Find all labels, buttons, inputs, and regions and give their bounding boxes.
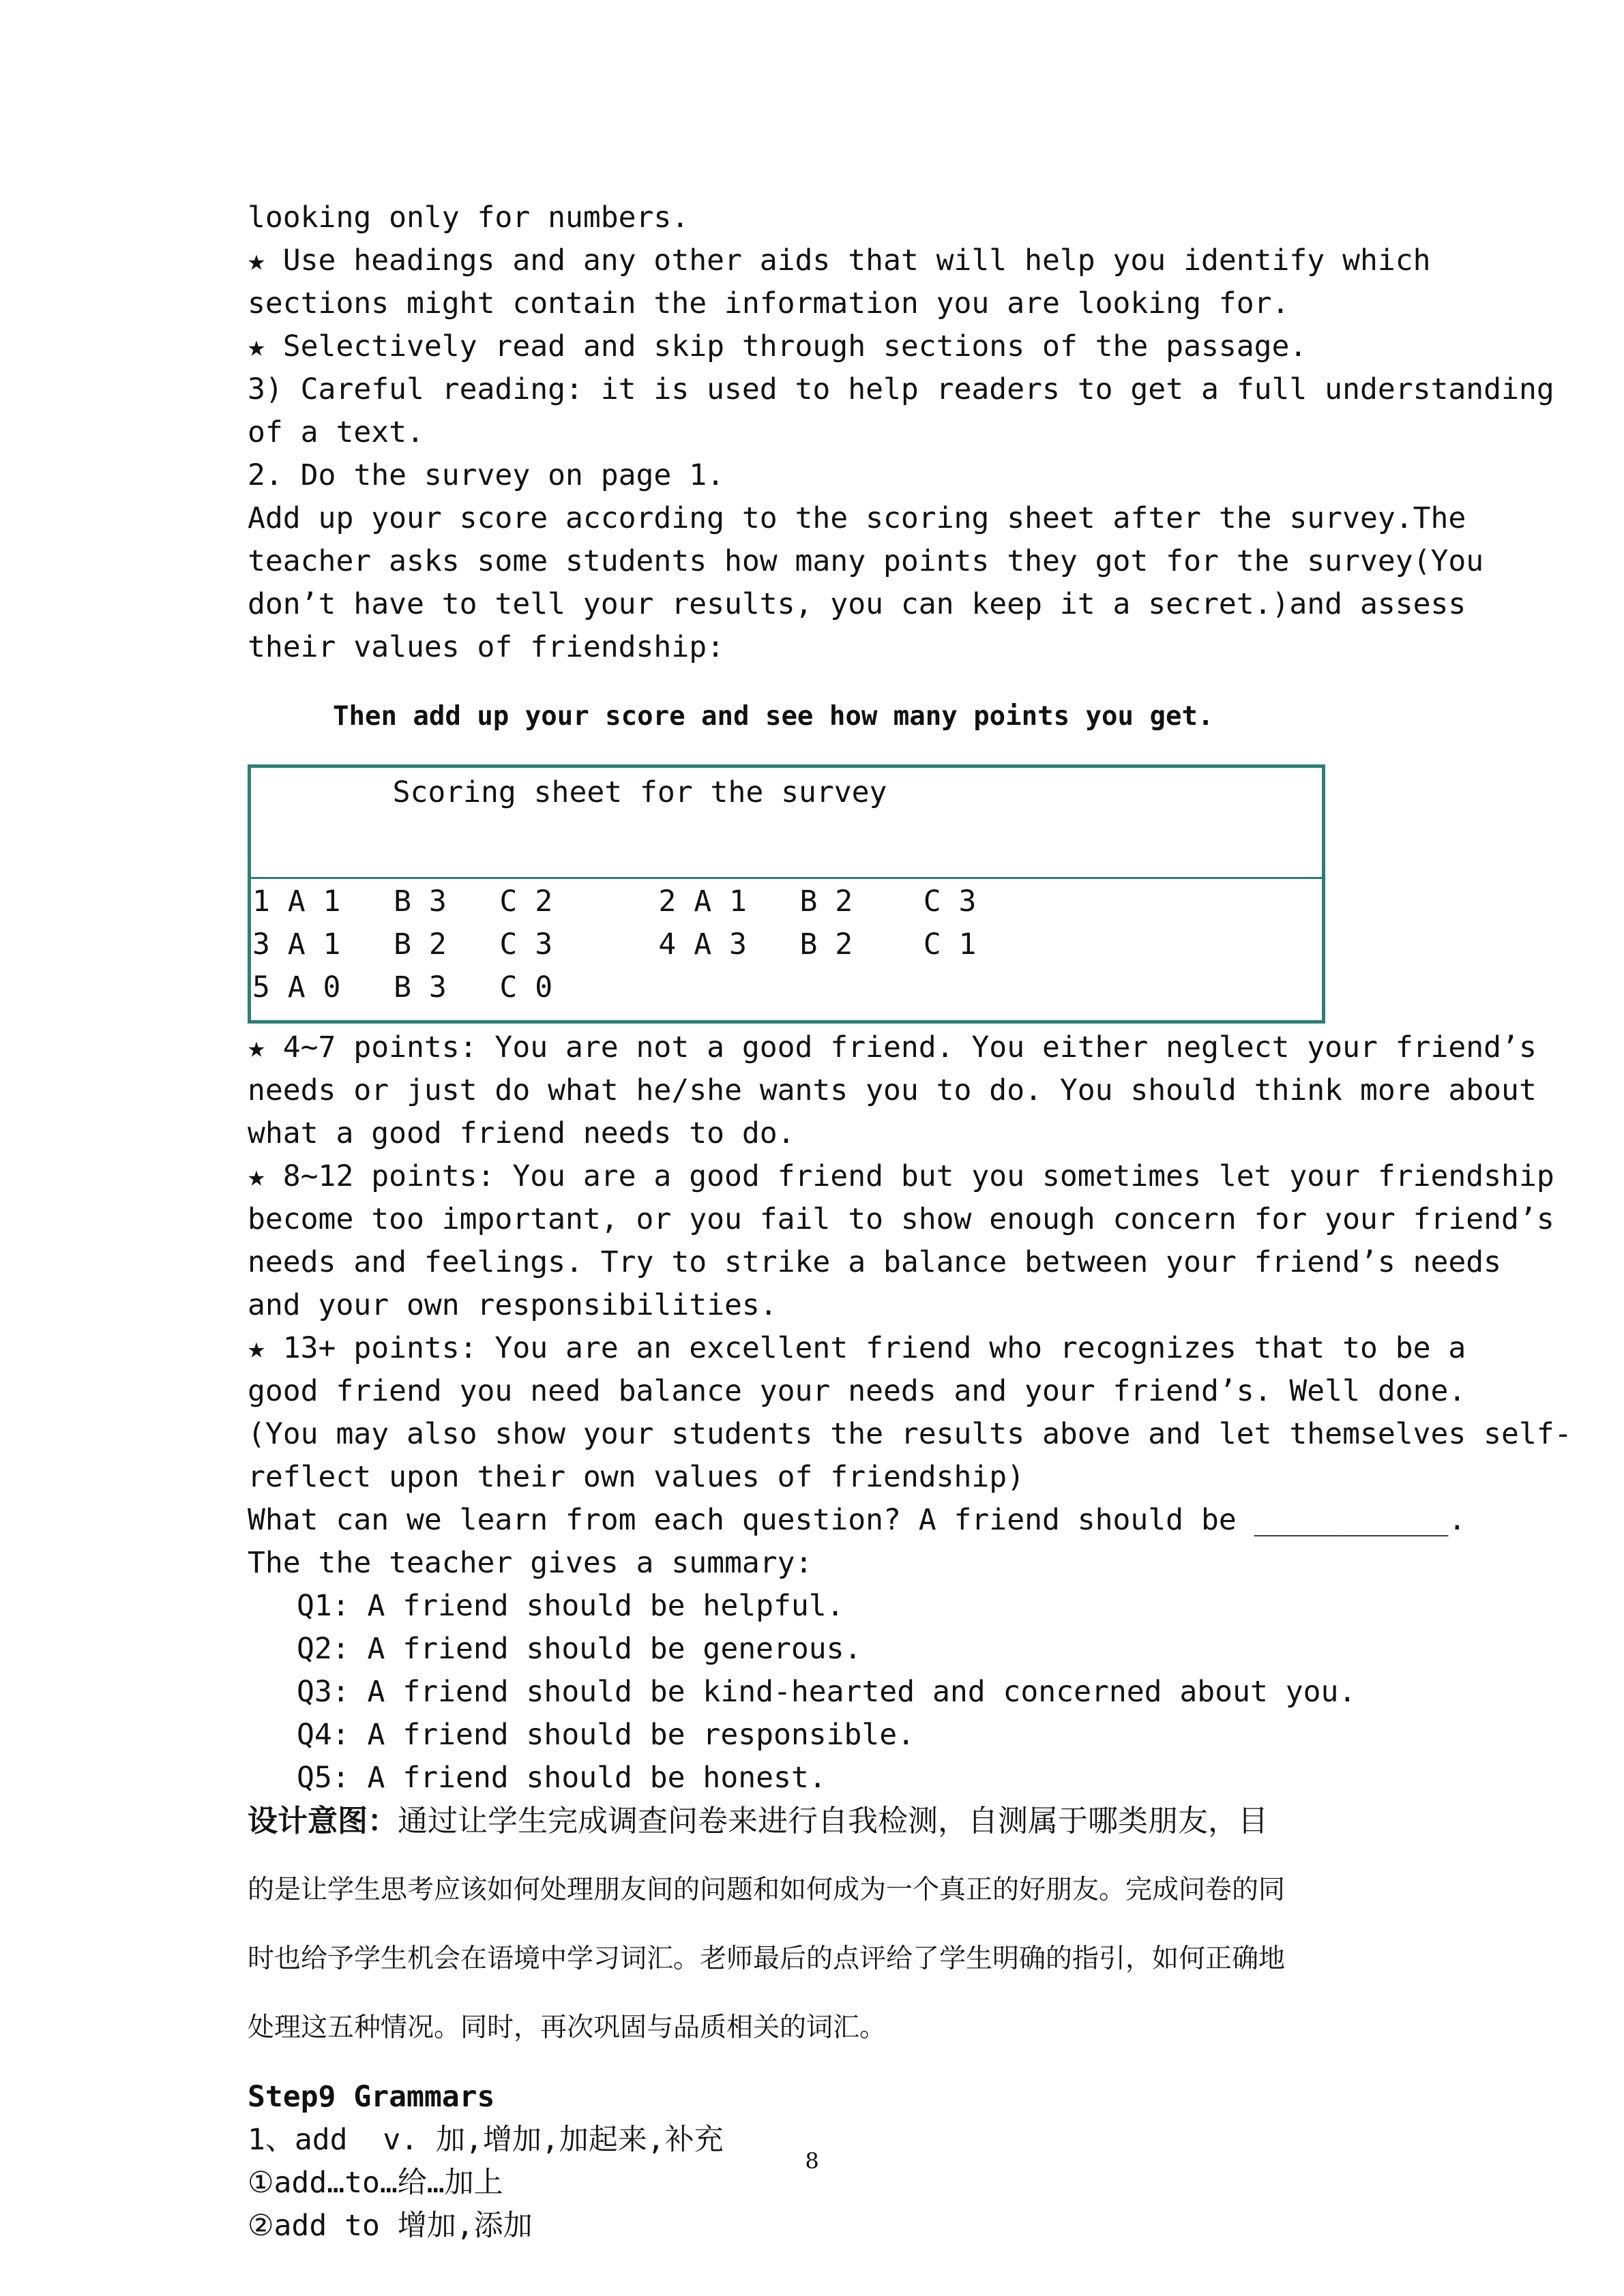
summary-item: Q4: A friend should be responsible. [297, 1718, 915, 1752]
result-line: needs and feelings. Try to strike a balance between your friend’s needs [248, 1245, 1502, 1279]
text-line: Add up your score according to the scoring sheet after the survey.The [248, 501, 1466, 535]
grammar-item: ①add…to…给…加上 [248, 2166, 503, 2200]
grammar-heading: Step9 Grammars [248, 2080, 495, 2114]
design-intent-line: 时也给予学生机会在语境中学习词汇。老师最后的点评给了学生明确的指引，如何正确地 [248, 1943, 1286, 1974]
text-line: teacher asks some students how many points they got for the survey(You [248, 544, 1484, 578]
text-line: The the teacher gives a summary: [248, 1546, 813, 1580]
scoring-row: 5 A 0 B 3 C 0 [252, 970, 553, 1004]
text-line: of a text. [248, 415, 424, 449]
question-line: What can we learn from each question? A friend should be ___________. [248, 1503, 1466, 1537]
result-line: ★ 8~12 points: You are a good friend but you sometimes let your friendship [248, 1159, 1554, 1193]
result-line: reflect upon their own values of friendship) [248, 1460, 1025, 1494]
result-line: become too important, or you fail to show enough concern for your friend’s [248, 1202, 1554, 1236]
text-line: 3) Careful reading: it is used to help readers to get a full understanding [248, 372, 1554, 406]
scoring-row: 3 A 1 B 2 C 3 4 A 3 B 2 C 1 [252, 927, 977, 961]
instruction-line: Then add up your score and see how many points you get. [333, 701, 1214, 732]
scoring-row: 1 A 1 B 3 C 2 2 A 1 B 2 C 3 [252, 884, 977, 919]
grammar-item: ②add to 增加,添加 [248, 2209, 533, 2243]
result-line: ★ 4~7 points: You are not a good friend. You either neglect your friend’s [248, 1030, 1537, 1064]
design-intent-text: 通过让学生完成调查问卷来进行自我检测，自测属于哪类朋友，目 [398, 1804, 1268, 1838]
design-intent-label: 设计意图： [248, 1804, 398, 1838]
bullet-line: ★ Use headings and any other aids that will help you identify which [248, 243, 1431, 278]
summary-item: Q3: A friend should be kind-hearted and concerned about you. [297, 1675, 1357, 1709]
result-line: needs or just do what he/she wants you to do. You should think more about [248, 1073, 1537, 1107]
page-content [248, 196, 1572, 2248]
design-intent-line: 处理这五种情况。同时，再次巩固与品质相关的词汇。 [248, 2012, 887, 2043]
result-line: (You may also show your students the results above and let themselves self- [248, 1417, 1572, 1451]
bullet-line: ★ Selectively read and skip through sections of the passage. [248, 329, 1308, 363]
text-line: don’t have to tell your results, you can keep it a secret.)and assess [248, 587, 1466, 621]
scoring-sheet-divider [251, 877, 1322, 879]
result-line: and your own responsibilities. [248, 1288, 778, 1322]
page-number: 8 [805, 2148, 819, 2174]
text-line: their values of friendship: [248, 630, 724, 664]
scoring-sheet-box [248, 764, 1325, 1024]
result-line: what a good friend needs to do. [248, 1116, 795, 1150]
summary-item: Q2: A friend should be generous. [297, 1632, 862, 1666]
summary-item: Q1: A friend should be helpful. [297, 1589, 844, 1623]
result-line: good friend you need balance your needs and your friend’s. Well done. [248, 1374, 1466, 1408]
summary-item: Q5: A friend should be honest. [297, 1761, 827, 1795]
design-intent-first-line [248, 1800, 1387, 1843]
design-intent-line: 的是让学生思考应该如何处理朋友间的问题和如何成为一个真正的好朋友。完成问卷的同 [248, 1875, 1286, 1905]
text-line: sections might contain the information you are looking for. [248, 286, 1290, 320]
result-line: ★ 13+ points: You are an excellent friend who recognizes that to be a [248, 1331, 1466, 1365]
scoring-sheet-title: Scoring sheet for the survey [392, 775, 887, 809]
text-line: looking only for numbers. [248, 200, 690, 235]
grammar-item: 1、add v. 加,增加,加起来,补充 [248, 2123, 724, 2157]
text-line: 2. Do the survey on page 1. [248, 458, 724, 492]
